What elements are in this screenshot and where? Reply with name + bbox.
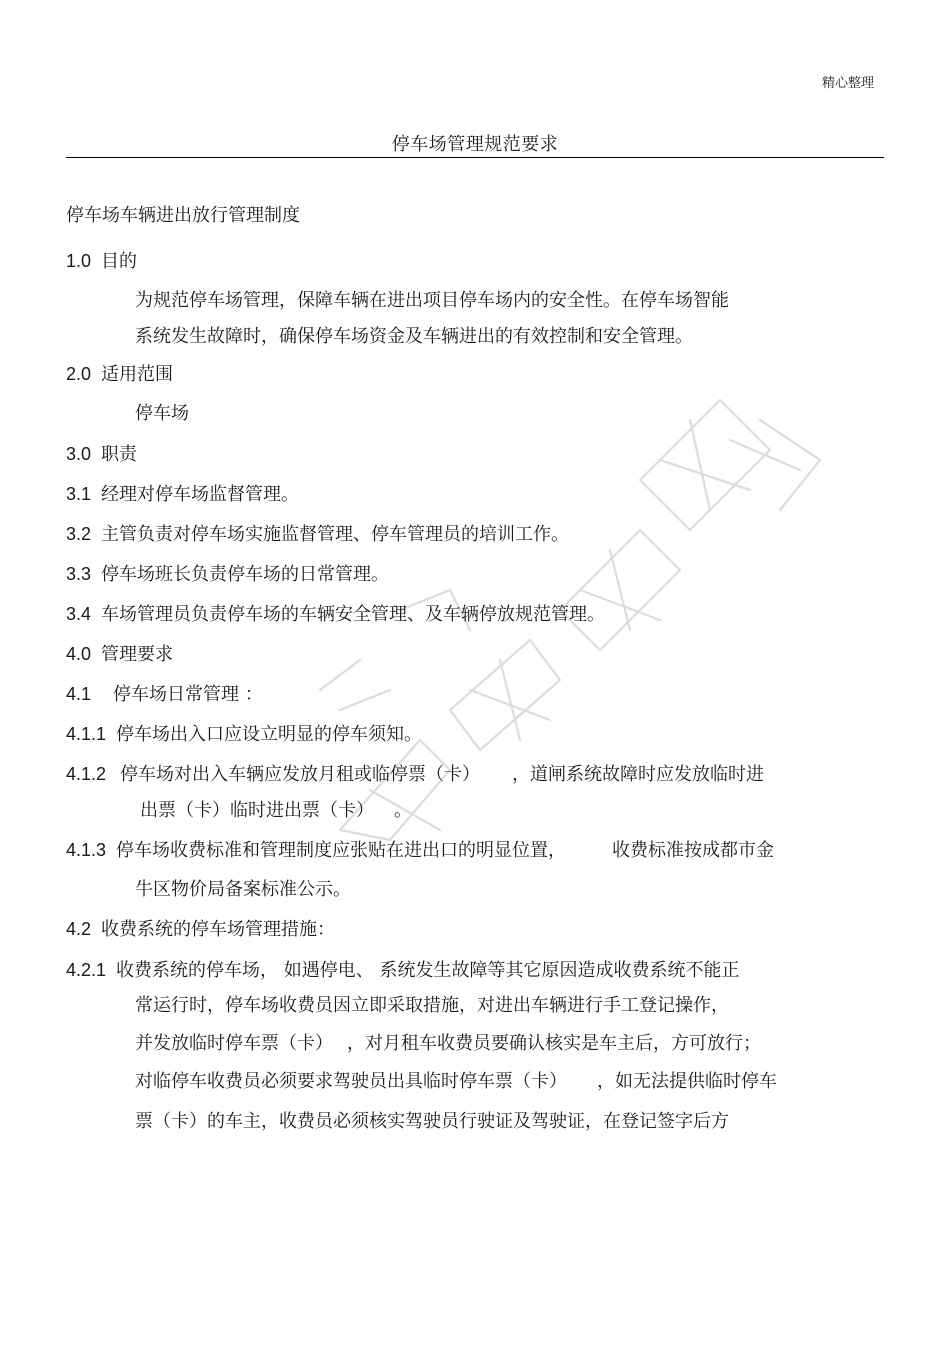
document-title: 停车场管理规范要求 — [391, 134, 559, 155]
daily-item-4-1-2: 4.1.2 停车场对出入车辆应发放月租或临停票（卡） ，道闸系统故障时应发放临时进 — [66, 764, 765, 785]
title-divider — [66, 157, 884, 158]
fee-item-4-2-1-line3: 并发放临时停车票（卡） ，对月租车收费员要确认核实是车主后，方可放行； — [135, 1033, 761, 1054]
daily-item-4-1-3-cont: 牛区物价局备案标准公示。 — [135, 879, 351, 900]
fee-system-heading: 4.2 收费系统的停车场管理措施： — [66, 919, 336, 940]
daily-item-4-1-3: 4.1.3 停车场收费标准和管理制度应张贴在进出口的明显位置， 收费标准按成都市金 — [66, 840, 775, 861]
scope-heading-text: 适用范围 — [101, 364, 174, 385]
duty-item: 3.4 车场管理员负责停车场的车辆安全管理、及车辆停放规范管理。 — [66, 604, 606, 625]
daily-item-4-1-1: 4.1.1 停车场出入口应设立明显的停车须知。 — [66, 724, 423, 745]
requirements-heading — [66, 642, 173, 667]
purpose-text-line2: 系统发生故障时，确保停车场资金及车辆进出的有效控制和安全管理。 — [135, 326, 693, 347]
scope-number: 2.0 — [66, 364, 92, 384]
daily-item-4-1-2-cont: 出票（卡）临时进出票（卡） 。 — [140, 800, 412, 821]
duty-item: 3.1 经理对停车场监督管理。 — [66, 484, 300, 505]
requirements-number: 4.0 — [66, 644, 92, 664]
fee-item-4-2-1: 4.2.1 收费系统的停车场， 如遇停电、 系统发生故障等其它原因造成收费系统不能正 — [66, 960, 740, 981]
purpose-heading-text: 目的 — [101, 251, 138, 272]
fee-item-4-2-1-line2: 常运行时，停车场收费员因立即采取措施，对进出车辆进行手工登记操作， — [135, 995, 729, 1016]
duties-heading — [66, 442, 137, 467]
scope-text: 停车场 — [135, 403, 189, 424]
section-title: 停车场车辆进出放行管理制度 — [66, 205, 300, 226]
requirements-heading-text: 管理要求 — [101, 644, 174, 665]
duties-number: 3.0 — [66, 444, 92, 464]
purpose-heading — [66, 249, 137, 274]
purpose-number: 1.0 — [66, 251, 92, 271]
scope-heading — [66, 362, 173, 387]
fee-item-4-2-1-line5: 票（卡）的车主，收费员必须核实驾驶员行驶证及驾驶证，在登记签字后方 — [135, 1111, 729, 1132]
duty-item: 3.2 主管负责对停车场实施监督管理、停车管理员的培训工作。 — [66, 524, 570, 545]
duty-item: 3.3 停车场班长负责停车场的日常管理。 — [66, 564, 390, 585]
purpose-text-line1: 为规范停车场管理，保障车辆在进出项目停车场内的安全性。在停车场智能 — [135, 290, 729, 311]
duties-heading-text: 职责 — [101, 444, 138, 465]
header-note: 精心整理 — [821, 76, 874, 91]
fee-item-4-2-1-line4: 对临停车收费员必须要求驾驶员出具临时停车票（卡） ，如无法提供临时停车 — [135, 1071, 777, 1092]
daily-management-heading: 4.1 停车场日常管理 ： — [66, 684, 263, 705]
